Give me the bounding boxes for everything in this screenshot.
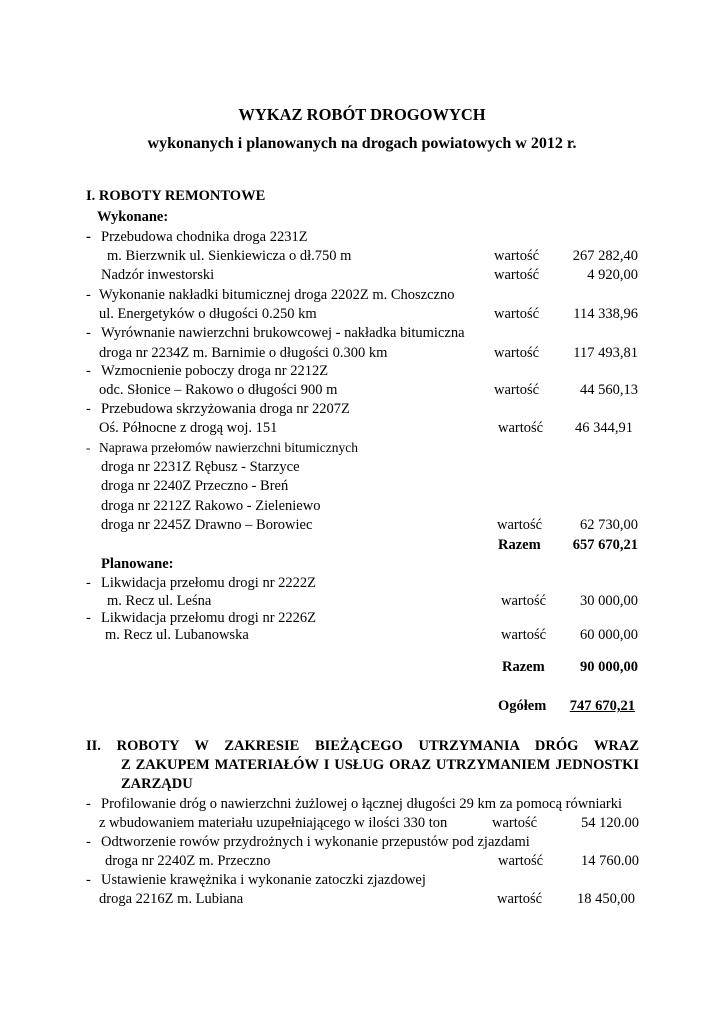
total-label: Ogółem [498, 698, 547, 714]
item-value: 62 730,00 [580, 517, 638, 533]
item-location: droga nr 2240Z Przeczno - Breń [101, 478, 289, 494]
item-dash: - [86, 287, 91, 303]
done-label: Wykonane: [97, 209, 169, 225]
item-location: droga nr 2240Z m. Przeczno [105, 853, 271, 869]
item-dash: - [86, 610, 91, 626]
item-dash: - [86, 363, 91, 379]
value-label: wartość [498, 420, 544, 436]
sum-value: 657 670,21 [572, 537, 638, 553]
section-1-heading: I. ROBOTY REMONTOWE [86, 188, 266, 204]
value-label: wartość [501, 593, 547, 609]
item-description: Naprawa przełomów nawierzchni bitumicznych [99, 440, 359, 455]
item-value: 117 493,81 [573, 345, 638, 361]
value-label: wartość [497, 891, 543, 907]
item-dash: - [86, 872, 91, 888]
item-value: 60 000,00 [580, 627, 638, 643]
item-value: 18 450,00 [577, 891, 635, 907]
item-location: droga nr 2212Z Rakowo - Zieleniewo [101, 498, 321, 514]
value-label: wartość [494, 267, 540, 283]
document-subtitle: wykonanych i planowanych na drogach powiatowych w 2012 r. [147, 135, 577, 152]
item-location: droga nr 2234Z m. Barnimie o długości 0.300 km [99, 345, 388, 361]
item-dash: - [86, 440, 91, 455]
item-value: 14 760.00 [581, 853, 639, 869]
item-location: droga nr 2231Z Rębusz - Starzyce [101, 459, 300, 475]
value-label: wartość [501, 627, 547, 643]
item-description: Wyrównanie nawierzchni brukowcowej - nakładka bitumiczna [101, 325, 465, 341]
item-location: droga nr 2245Z Drawno – Borowiec [101, 517, 313, 533]
item-location: z wbudowaniem materiału uzupełniającego w ilości 330 ton [99, 815, 448, 831]
item-description: Wzmocnienie poboczy droga nr 2212Z [101, 363, 329, 379]
item-dash: - [86, 401, 91, 417]
item-value: 114 338,96 [573, 306, 638, 322]
planned-sum-value: 90 000,00 [580, 659, 638, 675]
section-2-heading: ZARZĄDU [121, 776, 193, 792]
section-2-heading: Z ZAKUPEM MATERIAŁÓW I USŁUG ORAZ UTRZYMANIEM JEDNOSTKI [121, 757, 639, 773]
item-description: Przebudowa skrzyżowania droga nr 2207Z [101, 401, 350, 417]
value-label: wartość [497, 517, 543, 533]
item-value: 54 120.00 [581, 815, 639, 831]
value-label: wartość [494, 345, 540, 361]
value-label: wartość [494, 248, 540, 264]
value-label: wartość [494, 306, 540, 322]
value-label: wartość [492, 815, 538, 831]
item-value: 30 000,00 [580, 593, 638, 609]
sum-label: Razem [498, 537, 541, 553]
total-value: 747 670,21 [569, 698, 635, 714]
value-label: wartość [494, 382, 540, 398]
item-dash: - [86, 834, 91, 850]
item-dash: - [86, 796, 91, 812]
item-location: droga 2216Z m. Lubiana [99, 891, 244, 907]
item-description: Odtworzenie rowów przydrożnych i wykonanie przepustów pod zjazdami [101, 834, 530, 850]
item-value: 267 282,40 [572, 248, 638, 264]
item-location: ul. Energetyków o długości 0.250 km [99, 306, 317, 322]
planned-sum-label: Razem [502, 659, 545, 675]
item-description: Przebudowa chodnika droga 2231Z [101, 229, 308, 245]
item-description: Likwidacja przełomu drogi nr 2226Z [101, 610, 317, 626]
item-dash: - [86, 325, 91, 341]
item-value: 44 560,13 [580, 382, 638, 398]
item-location: m. Bierzwnik ul. Sienkiewicza o dł.750 m [107, 248, 352, 264]
item-value: 46 344,91 [575, 420, 633, 436]
item-description: Nadzór inwestorski [101, 267, 215, 283]
item-value: 4 920,00 [587, 267, 638, 283]
value-label: wartość [498, 853, 544, 869]
item-location: Oś. Północne z drogą woj. 151 [99, 420, 278, 436]
item-description: Ustawienie krawężnika i wykonanie zatoczki zjazdowej [101, 872, 426, 888]
item-location: m. Recz ul. Lubanowska [105, 627, 249, 643]
item-description: Wykonanie nakładki bitumicznej droga 2202Z m. Choszczno [99, 287, 455, 303]
item-location: m. Recz ul. Leśna [107, 593, 212, 609]
planned-label: Planowane: [101, 556, 174, 572]
item-dash: - [86, 229, 91, 245]
item-description: Profilowanie dróg o nawierzchni żużlowej o łącznej długości 29 km za pomocą równiarki [101, 796, 623, 812]
document-title: WYKAZ ROBÓT DROGOWYCH [238, 105, 486, 124]
item-dash: - [86, 575, 91, 591]
section-2-heading: II. ROBOTY W ZAKRESIE BIEŻĄCEGO UTRZYMANIA DRÓG WRAZ [86, 738, 639, 754]
item-location: odc. Słonice – Rakowo o długości 900 m [99, 382, 338, 398]
item-description: Likwidacja przełomu drogi nr 2222Z [101, 575, 317, 591]
